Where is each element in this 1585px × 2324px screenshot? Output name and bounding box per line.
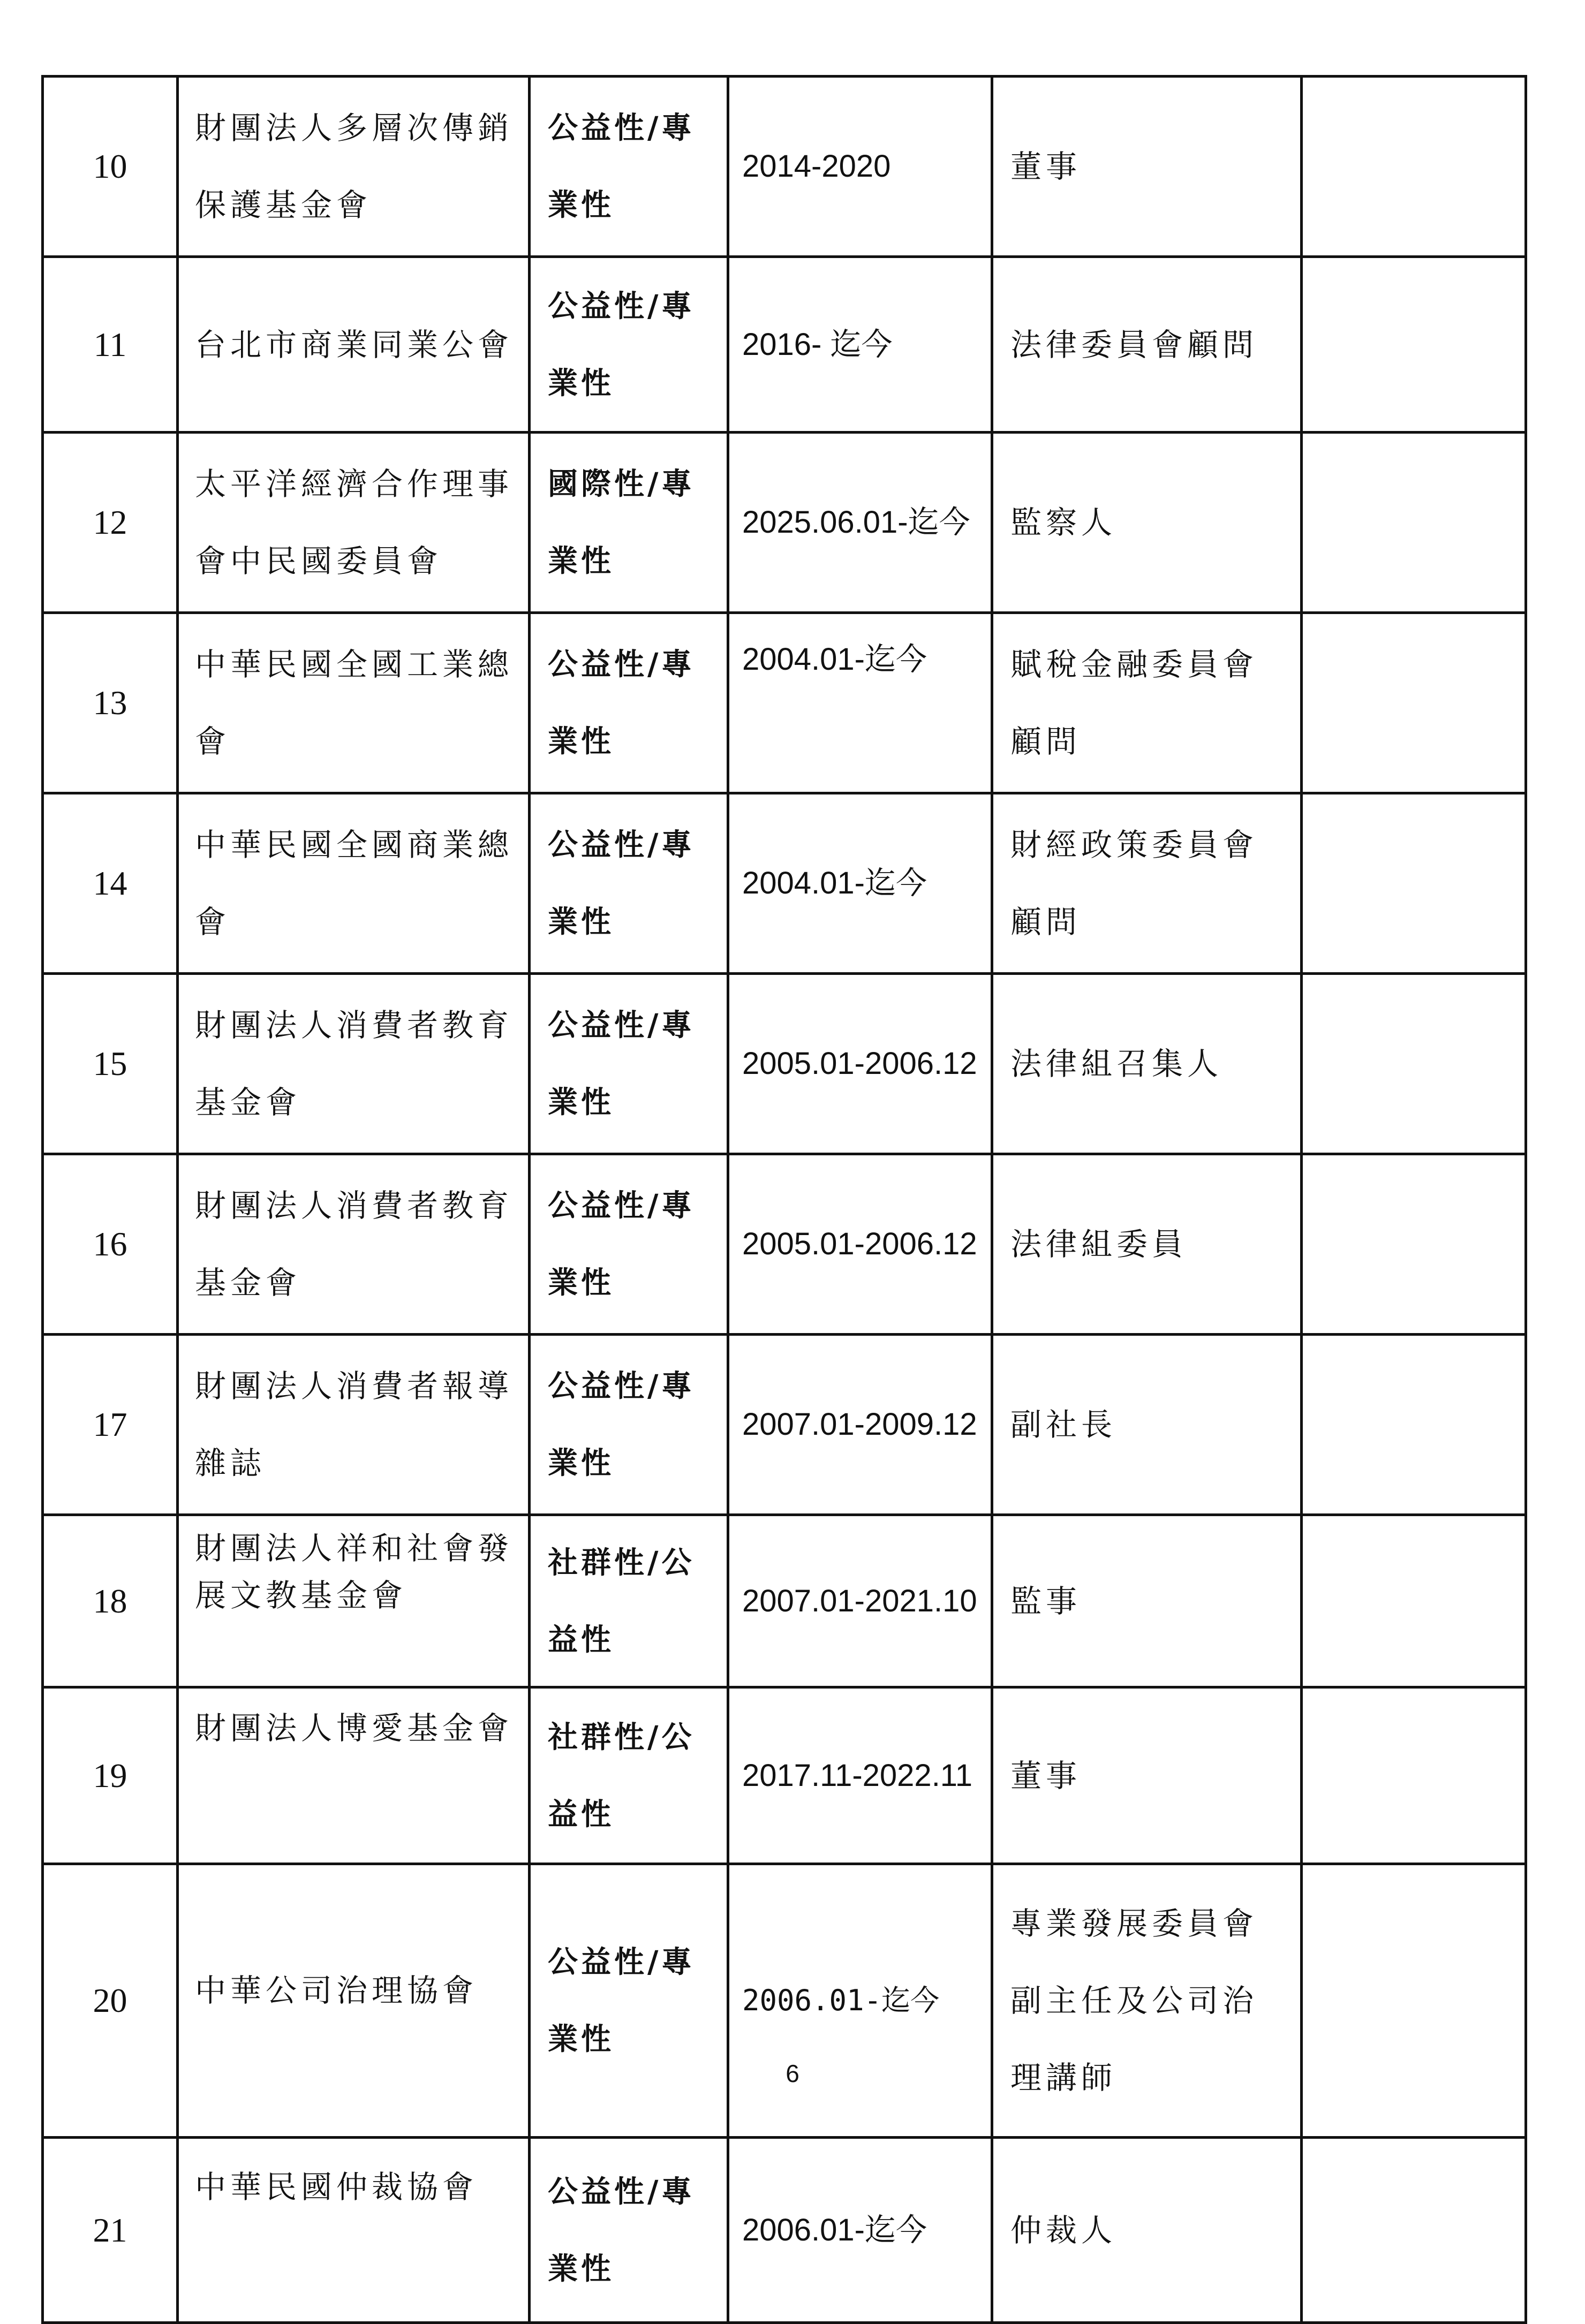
tenure-period: 2006.01-迄今 (728, 2138, 992, 2323)
table-row (43, 1864, 1526, 2138)
organization-type: 國際性/專業性 (530, 433, 728, 613)
table-row (43, 2138, 1526, 2323)
table-row (43, 1515, 1526, 1687)
position-title: 賦稅金融委員會顧問 (992, 613, 1302, 793)
position-title: 副社長 (992, 1335, 1302, 1515)
organization-type: 公益性/專業性 (530, 1335, 728, 1515)
organization-type: 公益性/專業性 (530, 974, 728, 1154)
tenure-period: 2016- 迄今 (728, 257, 992, 433)
row-number: 20 (43, 1864, 178, 2138)
page-number: 6 (786, 2060, 799, 2087)
organization-name: 中華公司治理協會 (178, 1864, 530, 2138)
organization-type: 公益性/專業性 (530, 77, 728, 257)
organization-type: 社群性/公益性 (530, 1687, 728, 1864)
organization-type: 公益性/專業性 (530, 793, 728, 974)
remarks-cell (1302, 257, 1526, 433)
organization-name: 中華民國全國商業總會 (178, 793, 530, 974)
table-row (43, 433, 1526, 613)
tenure-period: 2004.01-迄今 (728, 613, 992, 793)
tenure-period: 2006.01-迄今 (728, 1864, 992, 2138)
row-number: 12 (43, 433, 178, 613)
organization-name: 台北市商業同業公會 (178, 257, 530, 433)
remarks-cell (1302, 974, 1526, 1154)
tenure-period: 2005.01-2006.12 (728, 974, 992, 1154)
position-title: 仲裁人 (992, 2138, 1302, 2323)
table-row (43, 1335, 1526, 1515)
table-row (43, 77, 1526, 257)
tenure-period: 2025.06.01-迄今 (728, 433, 992, 613)
remarks-cell (1302, 77, 1526, 257)
table-row (43, 1687, 1526, 1864)
organization-type: 社群性/公益性 (530, 1515, 728, 1687)
tenure-period: 2014-2020 (728, 77, 992, 257)
row-number: 16 (43, 1154, 178, 1335)
position-title: 監事 (992, 1515, 1302, 1687)
organization-name: 財團法人祥和社會發展文教基金會 (178, 1515, 530, 1687)
remarks-cell (1302, 1515, 1526, 1687)
row-number: 21 (43, 2138, 178, 2323)
organization-type: 公益性/專業性 (530, 1154, 728, 1335)
position-title: 財經政策委員會顧問 (992, 793, 1302, 974)
row-number: 13 (43, 613, 178, 793)
row-number: 19 (43, 1687, 178, 1864)
tenure-period: 2005.01-2006.12 (728, 1154, 992, 1335)
organization-name: 太平洋經濟合作理事會中民國委員會 (178, 433, 530, 613)
affiliations-table (41, 75, 1527, 2324)
row-number: 18 (43, 1515, 178, 1687)
tenure-period: 2007.01-2009.12 (728, 1335, 992, 1515)
tenure-period: 2007.01-2021.10 (728, 1515, 992, 1687)
remarks-cell (1302, 793, 1526, 974)
table-row (43, 257, 1526, 433)
organization-name: 中華民國全國工業總會 (178, 613, 530, 793)
row-number: 17 (43, 1335, 178, 1515)
organization-type: 公益性/專業性 (530, 1864, 728, 2138)
table-row (43, 613, 1526, 793)
table-row (43, 1154, 1526, 1335)
position-title: 法律組委員 (992, 1154, 1302, 1335)
organization-type: 公益性/專業性 (530, 257, 728, 433)
organization-name: 中華民國仲裁協會 (178, 2138, 530, 2323)
remarks-cell (1302, 1687, 1526, 1864)
table-row (43, 974, 1526, 1154)
organization-type: 公益性/專業性 (530, 613, 728, 793)
row-number: 10 (43, 77, 178, 257)
row-number: 14 (43, 793, 178, 974)
organization-type: 公益性/專業性 (530, 2138, 728, 2323)
organization-name: 財團法人消費者報導雜誌 (178, 1335, 530, 1515)
row-number: 11 (43, 257, 178, 433)
remarks-cell (1302, 433, 1526, 613)
position-title: 法律委員會顧問 (992, 257, 1302, 433)
remarks-cell (1302, 1864, 1526, 2138)
row-number: 15 (43, 974, 178, 1154)
remarks-cell (1302, 613, 1526, 793)
position-title: 董事 (992, 1687, 1302, 1864)
organization-name: 財團法人消費者教育基金會 (178, 974, 530, 1154)
table-row (43, 793, 1526, 974)
position-title: 專業發展委員會副主任及公司治理講師 (992, 1864, 1302, 2138)
position-title: 法律組召集人 (992, 974, 1302, 1154)
tenure-period: 2004.01-迄今 (728, 793, 992, 974)
remarks-cell (1302, 1335, 1526, 1515)
position-title: 監察人 (992, 433, 1302, 613)
remarks-cell (1302, 2138, 1526, 2323)
remarks-cell (1302, 1154, 1526, 1335)
organization-name: 財團法人多層次傳銷保護基金會 (178, 77, 530, 257)
tenure-period: 2017.11-2022.11 (728, 1687, 992, 1864)
organization-name: 財團法人博愛基金會 (178, 1687, 530, 1864)
position-title: 董事 (992, 77, 1302, 257)
organization-name: 財團法人消費者教育基金會 (178, 1154, 530, 1335)
